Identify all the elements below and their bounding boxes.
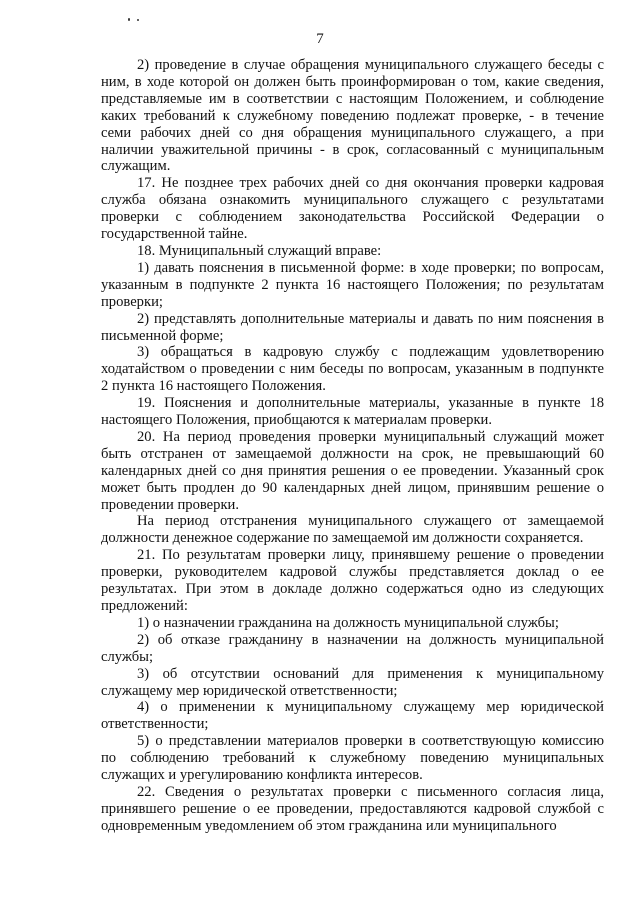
paragraph-21-item-2: 2) об отказе гражданину в назначении на должность муниципальной службы; [101,631,604,665]
paragraph-20-continuation: На период отстранения муниципального служащего от замещаемой должности денежное содержание по замещаемой им должности сохраняется. [101,513,604,547]
paragraph-17: 17. Не позднее трех рабочих дней со дня окончания проверки кадровая служба обязана ознакомить муниципального служащего с результатами проверки с соблюдением законодательства Российской Федерации о государственной тайне. [101,175,604,243]
scan-speck [128,18,130,21]
scan-speck [137,19,139,21]
paragraph-21-item-1: 1) о назначении гражданина на должность муниципальной службы; [137,614,559,631]
page-number: 7 [316,31,324,47]
paragraph-18-item-2: 2) представлять дополнительные материалы и давать по ним пояснения в письменной форме; [101,310,604,344]
paragraph-20: 20. На период проведения проверки муниципальный служащий может быть отстранен от замещаемой должности на срок, не превышающий 60 календарных дней со дня принятия решения о ее проведении. Указанный срок может быть продлен до 90 календарных дней лицом, принявшим решение о проведении проверки. [101,428,604,513]
paragraph-21: 21. По результатам проверки лицу, принявшему решение о проведении проверки, руководителем кадровой службы представляется доклад о ее результатах. При этом в докладе должно содержаться одно из следующих предложений: [101,547,604,614]
paragraph-21-item-3: 3) об отсутствии оснований для применения к муниципальному служащему мер юридической ответственности; [101,665,604,699]
paragraph-21-item-4: 4) о применении к муниципальному служащему мер юридической ответственности; [101,699,604,733]
body-text [101,57,604,835]
paragraph-19: 19. Пояснения и дополнительные материалы, указанные в пункте 18 настоящего Положения, приобщаются к материалам проверки. [101,395,604,429]
paragraph-21-item-5: 5) о представлении материалов проверки в соответствующую комиссию по соблюдению требований к служебному поведению муниципальных служащих и урегулированию конфликта интересов. [101,733,604,784]
paragraph-18-item-3: 3) обращаться в кадровую службу с подлежащим удовлетворению ходатайством о проведении с ним беседы по вопросам, указанным в подпункте 2 пункта 16 настоящего Положения. [101,344,604,395]
paragraph-2-conversation: 2) проведение в случае обращения муниципального служащего беседы с ним, в ходе которой он должен быть проинформирован о том, какие сведения, представляемые им в соответствии с настоящим Положением, и соблюдение каких требований к служебному поведению подлежат проверке, - в течение семи рабочих дней со дня обращения муниципального служащего, а при наличии уважительной причины - в срок, согласованный с муниципальным служащим. [101,57,604,175]
paragraph-18-item-1: 1) давать пояснения в письменной форме: в ходе проверки; по вопросам, указанным в подпункте 2 пункта 16 настоящего Положения; по результатам проверки; [101,259,604,310]
paragraph-18: 18. Муниципальный служащий вправе: [137,242,382,259]
paragraph-22: 22. Сведения о результатах проверки с письменного согласия лица, принявшего решение о ее проведении, предоставляются кадровой службой с одновременным уведомлением об этом гражданина или муниципального [101,783,604,834]
